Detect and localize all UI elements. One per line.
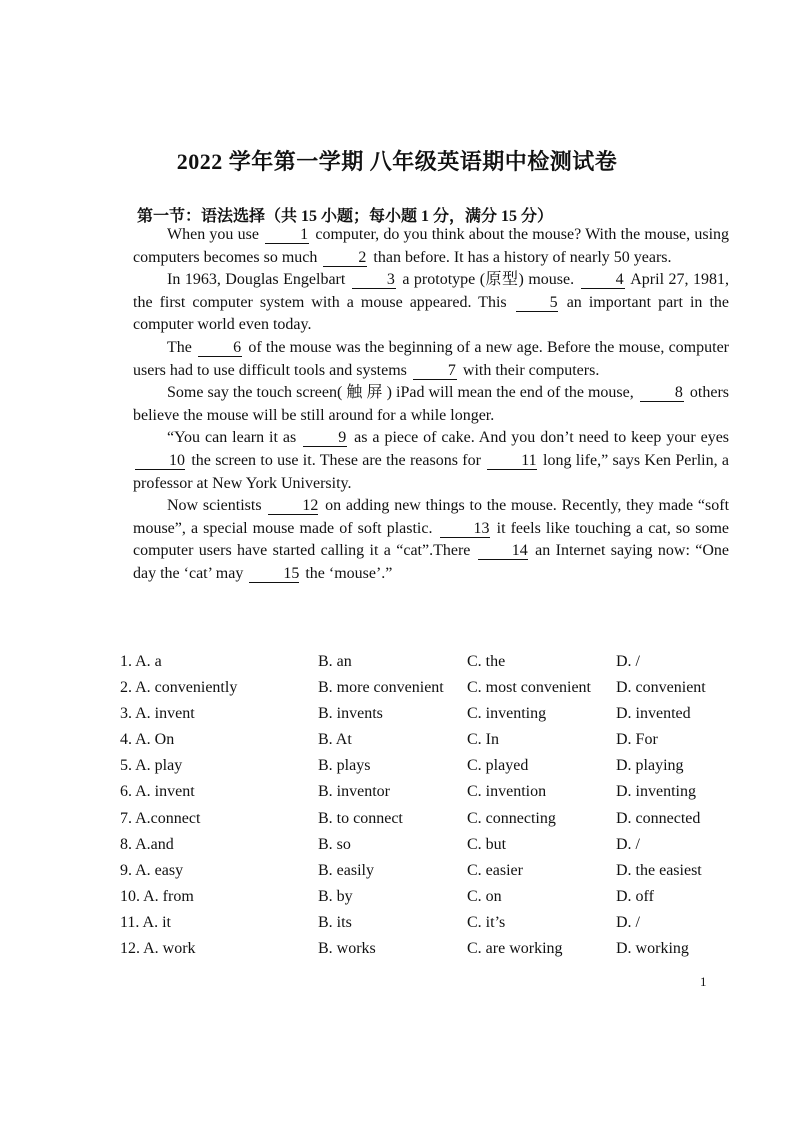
passage-paragraph (133, 495, 729, 585)
blank-13: 13 (440, 520, 490, 538)
answer-options (120, 653, 760, 966)
passage-text: with their computers. (462, 361, 600, 379)
passage-text: others believe the mouse will be still around for a while longer. (133, 384, 730, 424)
option-row (120, 705, 760, 731)
option-a: 2. A. conveniently (120, 679, 238, 697)
blank-14: 14 (478, 542, 528, 560)
option-a: 1. A. a (120, 653, 162, 670)
passage-text: the ‘mouse’.” (305, 564, 393, 582)
option-row (120, 810, 760, 836)
blank-10: 10 (135, 452, 185, 470)
option-a: 9. A. easy (120, 861, 184, 879)
option-row (120, 888, 760, 914)
passage-text: April 27, 1981, the first computer system with a mouse appeared. This (133, 271, 730, 311)
passage-text: an Internet saying now: “One day the ‘cat’ may (133, 542, 730, 582)
option-d: D. playing (616, 757, 684, 775)
passage-text: a prototype (原型) mouse. (402, 271, 575, 289)
passage-text: In 1963, Douglas Engelbart (167, 271, 346, 289)
option-c: C. are working (467, 940, 563, 958)
passage-paragraph (133, 427, 729, 495)
option-b: B. plays (318, 757, 371, 775)
blank-9: 9 (303, 429, 347, 447)
option-d: D. / (616, 835, 640, 853)
option-a: 4. A. On (120, 731, 175, 749)
option-a: 5. A. play (120, 757, 183, 775)
passage-text: than before. It has a history of nearly 50 years. (373, 248, 672, 266)
option-d: D. / (616, 913, 640, 931)
option-d: D. off (616, 887, 654, 905)
passage-paragraph (133, 382, 729, 427)
option-b: B. to connect (318, 809, 403, 827)
option-c: C. played (467, 757, 529, 775)
option-b: B. works (318, 940, 376, 958)
option-row (120, 679, 760, 705)
option-a: 12. A. work (120, 940, 196, 958)
option-row (120, 836, 760, 862)
option-row (120, 783, 760, 809)
blank-3: 3 (352, 271, 396, 289)
option-c: C. inventing (467, 705, 547, 723)
option-row (120, 731, 760, 757)
option-c: C. it’s (467, 913, 506, 931)
option-b: B. by (318, 887, 353, 905)
option-d: D. For (616, 731, 658, 749)
option-b: B. an (318, 653, 352, 670)
section-heading: 第一节：语法选择（共 15 小题；每小题 1 分，满分 15 分） (137, 208, 554, 225)
passage-text: it feels like touching a cat, so some computer users have started calling it a “cat”.There (133, 519, 729, 560)
option-c: C. connecting (467, 809, 556, 827)
option-b: B. easily (318, 861, 374, 879)
passage-text: “You can learn it as (167, 429, 297, 447)
option-c: C. but (467, 835, 507, 853)
option-b: B. inventor (318, 783, 390, 801)
passage-text: computer, do you think about the mouse? With the mouse, using computers becomes so much (133, 226, 730, 266)
exam-title: 2022 学年第一学期 八年级英语期中检测试卷 (176, 149, 618, 174)
page-number: 1 (700, 974, 707, 989)
blank-11: 11 (487, 452, 536, 470)
passage-text: as a piece of cake. And you don’t need to keep your eyes (354, 429, 730, 447)
option-a: 10. A. from (120, 887, 194, 905)
option-b: B. its (318, 913, 352, 931)
option-a: 7. A.connect (120, 809, 201, 827)
blank-8: 8 (640, 384, 684, 402)
option-row (120, 914, 760, 940)
option-c: C. the (467, 653, 506, 670)
passage-text: Now scientists (167, 497, 262, 515)
passage-text: long life,” says Ken Perlin, a professor at New York University. (133, 451, 730, 492)
passage-text: the screen to use it. These are the reasons for (191, 451, 481, 469)
passage-text: The (167, 338, 192, 356)
option-row (120, 757, 760, 783)
passage-paragraph (133, 337, 729, 382)
option-d: D. the easiest (616, 861, 702, 879)
option-c: C. easier (467, 861, 523, 879)
blank-1: 1 (265, 226, 309, 244)
passage-text: on adding new things to the mouse. Recently, they made “soft mouse”, a special mouse made of soft plastic. (133, 497, 730, 537)
passage-paragraph (133, 224, 729, 269)
option-d: D. / (616, 653, 640, 670)
option-c: C. most convenient (467, 679, 591, 697)
blank-7: 7 (413, 362, 457, 380)
blank-5: 5 (516, 294, 558, 312)
blank-2: 2 (323, 249, 367, 267)
passage-text: Some say the touch screen( 触 屏 ) iPad will mean the end of the mouse, (167, 384, 634, 402)
option-a: 6. A. invent (120, 783, 195, 801)
option-row (120, 940, 760, 966)
option-b: B. At (318, 731, 352, 749)
option-c: C. on (467, 887, 502, 905)
option-d: D. inventing (616, 783, 696, 801)
option-a: 3. A. invent (120, 705, 195, 723)
option-b: B. more convenient (318, 679, 444, 697)
option-d: D. working (616, 940, 689, 958)
passage-text: When you use (167, 226, 259, 243)
passage-paragraph (133, 269, 729, 337)
passage-text: an important part in the computer world even today. (133, 293, 729, 334)
blank-4: 4 (581, 271, 625, 289)
option-a: 8. A.and (120, 835, 174, 853)
option-d: D. connected (616, 809, 701, 827)
option-b: B. so (318, 835, 351, 853)
cloze-passage (133, 224, 729, 586)
option-c: C. In (467, 731, 499, 749)
option-d: D. convenient (616, 679, 706, 697)
option-a: 11. A. it (120, 913, 171, 931)
option-b: B. invents (318, 705, 383, 723)
option-row (120, 862, 760, 888)
blank-15: 15 (249, 565, 299, 583)
passage-text: of the mouse was the beginning of a new age. Before the mouse, computer users had to use difficult tools and systems (133, 338, 729, 379)
blank-6: 6 (198, 339, 242, 357)
option-c: C. invention (467, 783, 547, 801)
blank-12: 12 (268, 497, 318, 515)
option-d: D. invented (616, 705, 691, 723)
option-row (120, 653, 760, 679)
